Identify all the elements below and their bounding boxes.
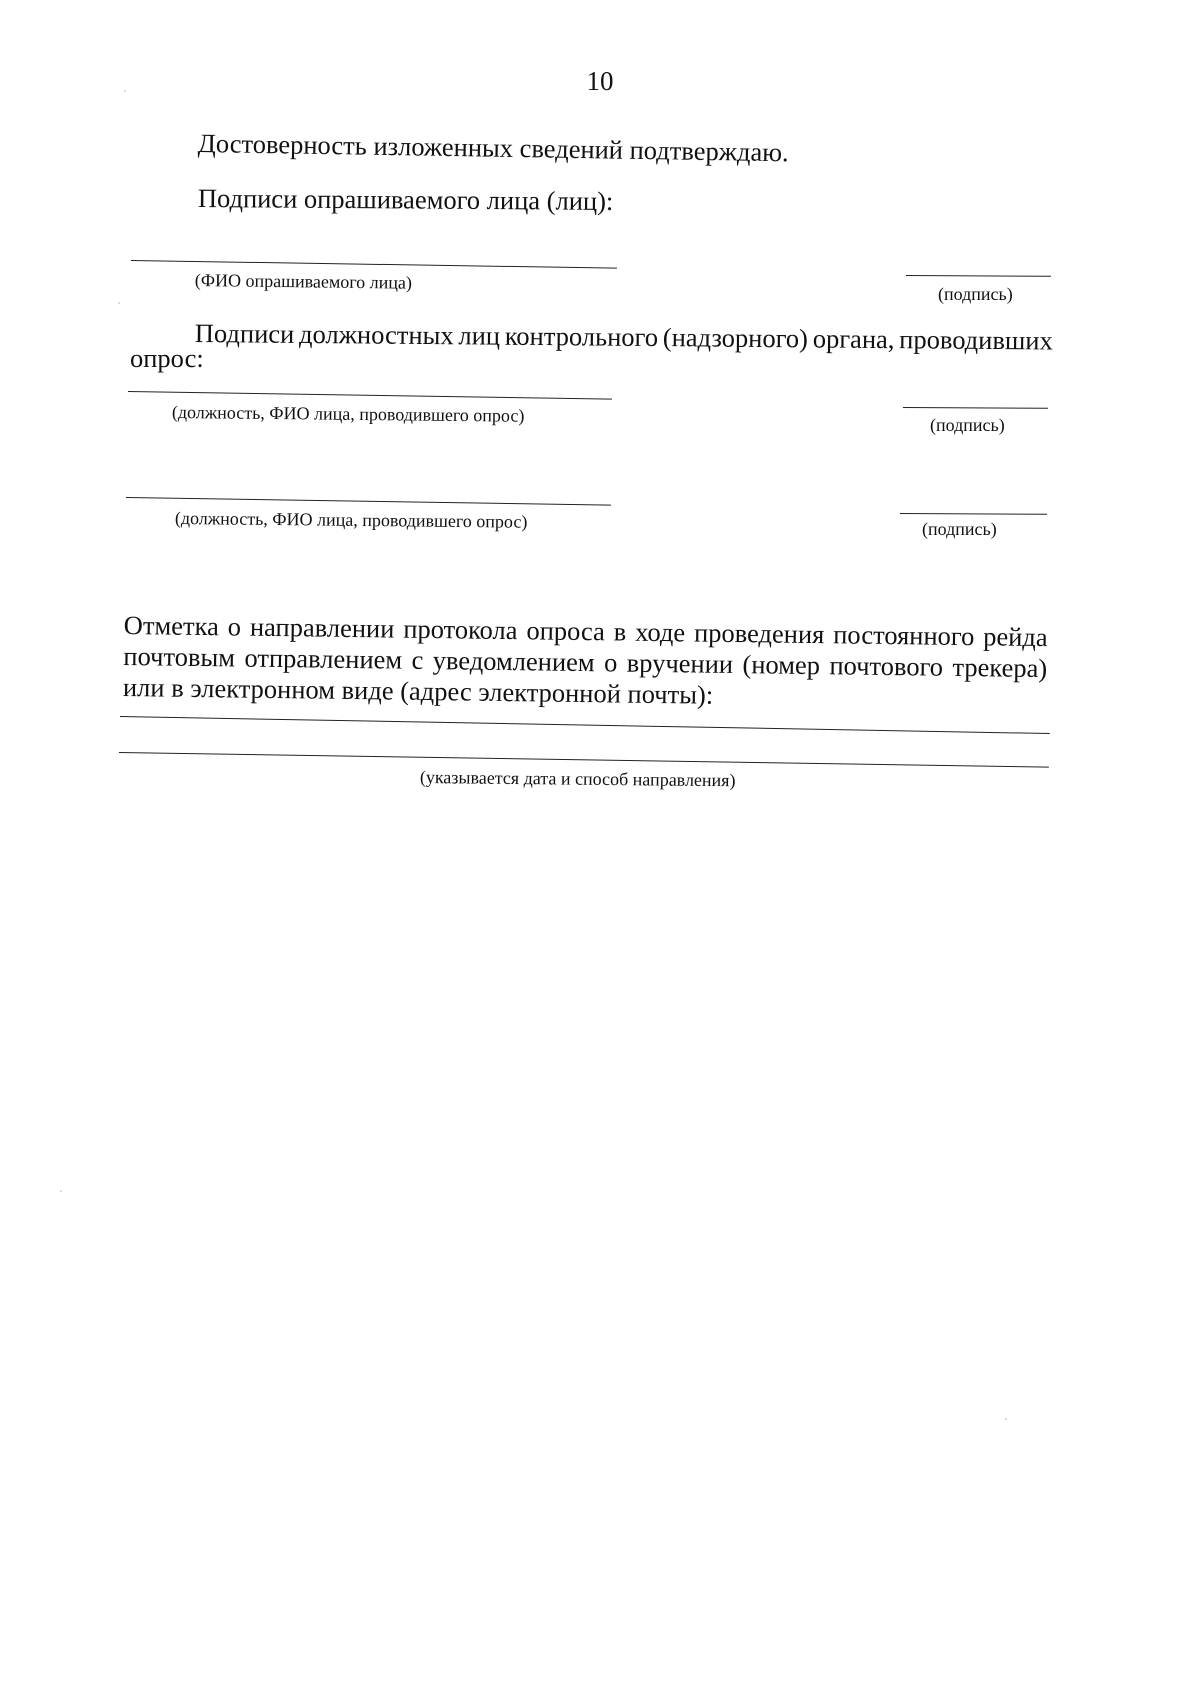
dispatch-note-line3: или в электронном виде (адрес электронной почты): bbox=[122, 671, 714, 710]
heading-word: лиц bbox=[458, 320, 501, 351]
note-word: направлении bbox=[249, 611, 395, 644]
note-word: почтового bbox=[829, 650, 944, 682]
note-word: в bbox=[613, 616, 627, 647]
heading-word: контрольного bbox=[504, 320, 659, 353]
note-word: проведения bbox=[693, 617, 825, 650]
note-word: ходе bbox=[635, 616, 686, 648]
note-word: о bbox=[603, 647, 618, 678]
official-2-signature-caption: (подпись) bbox=[922, 519, 997, 539]
dispatch-line-1 bbox=[120, 716, 1050, 734]
heading-word: органа, bbox=[812, 323, 895, 355]
note-word: вручении bbox=[626, 647, 734, 679]
note-word: уведомлением bbox=[432, 645, 595, 678]
note-word: с bbox=[411, 644, 424, 675]
respondent-name-line bbox=[131, 260, 617, 269]
note-word: почтовым bbox=[123, 640, 236, 673]
respondent-signatures-heading: Подписи опрашиваемого лица (лиц): bbox=[197, 183, 614, 216]
official-2-name-caption: (должность, ФИО лица, проводившего опрос) bbox=[174, 507, 528, 532]
scan-speck bbox=[60, 1190, 62, 1192]
officials-heading-line2: опрос: bbox=[130, 343, 204, 373]
page-number: 10 bbox=[586, 66, 614, 96]
official-1-signature-line bbox=[903, 407, 1048, 409]
officials-heading bbox=[195, 318, 1053, 356]
dispatch-caption: (указывается дата и способ направления) bbox=[419, 766, 736, 791]
scan-speck bbox=[1005, 1418, 1007, 1420]
respondent-signature-line bbox=[906, 275, 1051, 277]
note-word: Отметка bbox=[123, 610, 220, 642]
official-2-name-line bbox=[126, 497, 611, 506]
scan-speck bbox=[124, 90, 126, 92]
dispatch-line-2 bbox=[119, 752, 1049, 768]
officials-heading-line1 bbox=[195, 318, 1053, 356]
dispatch-note bbox=[123, 610, 1048, 715]
note-word: трекера) bbox=[952, 651, 1048, 684]
note-word: опроса bbox=[526, 615, 606, 647]
note-word: (номер bbox=[742, 649, 821, 681]
official-1-name-line bbox=[128, 391, 612, 400]
heading-word: должностных bbox=[298, 318, 454, 351]
respondent-name-caption: (ФИО опрашиваемого лица) bbox=[194, 269, 413, 293]
official-1-name-caption: (должность, ФИО лица, проводившего опрос) bbox=[171, 401, 525, 426]
official-2-signature-line bbox=[900, 513, 1047, 515]
scan-speck bbox=[118, 302, 120, 304]
heading-word: Подписи bbox=[194, 318, 295, 349]
note-word: отправлением bbox=[244, 642, 403, 675]
respondent-signature-caption: (подпись) bbox=[938, 284, 1013, 304]
confirmation-statement: Достоверность изложенных сведений подтверждаю. bbox=[197, 128, 789, 168]
heading-word: проводивших bbox=[899, 324, 1053, 356]
official-1-signature-caption: (подпись) bbox=[930, 415, 1005, 435]
note-word: о bbox=[227, 611, 242, 642]
note-word: рейда bbox=[983, 621, 1048, 653]
note-word: протокола bbox=[403, 613, 518, 646]
note-word: постоянного bbox=[833, 619, 975, 652]
heading-word: (надзорного) bbox=[662, 322, 809, 354]
